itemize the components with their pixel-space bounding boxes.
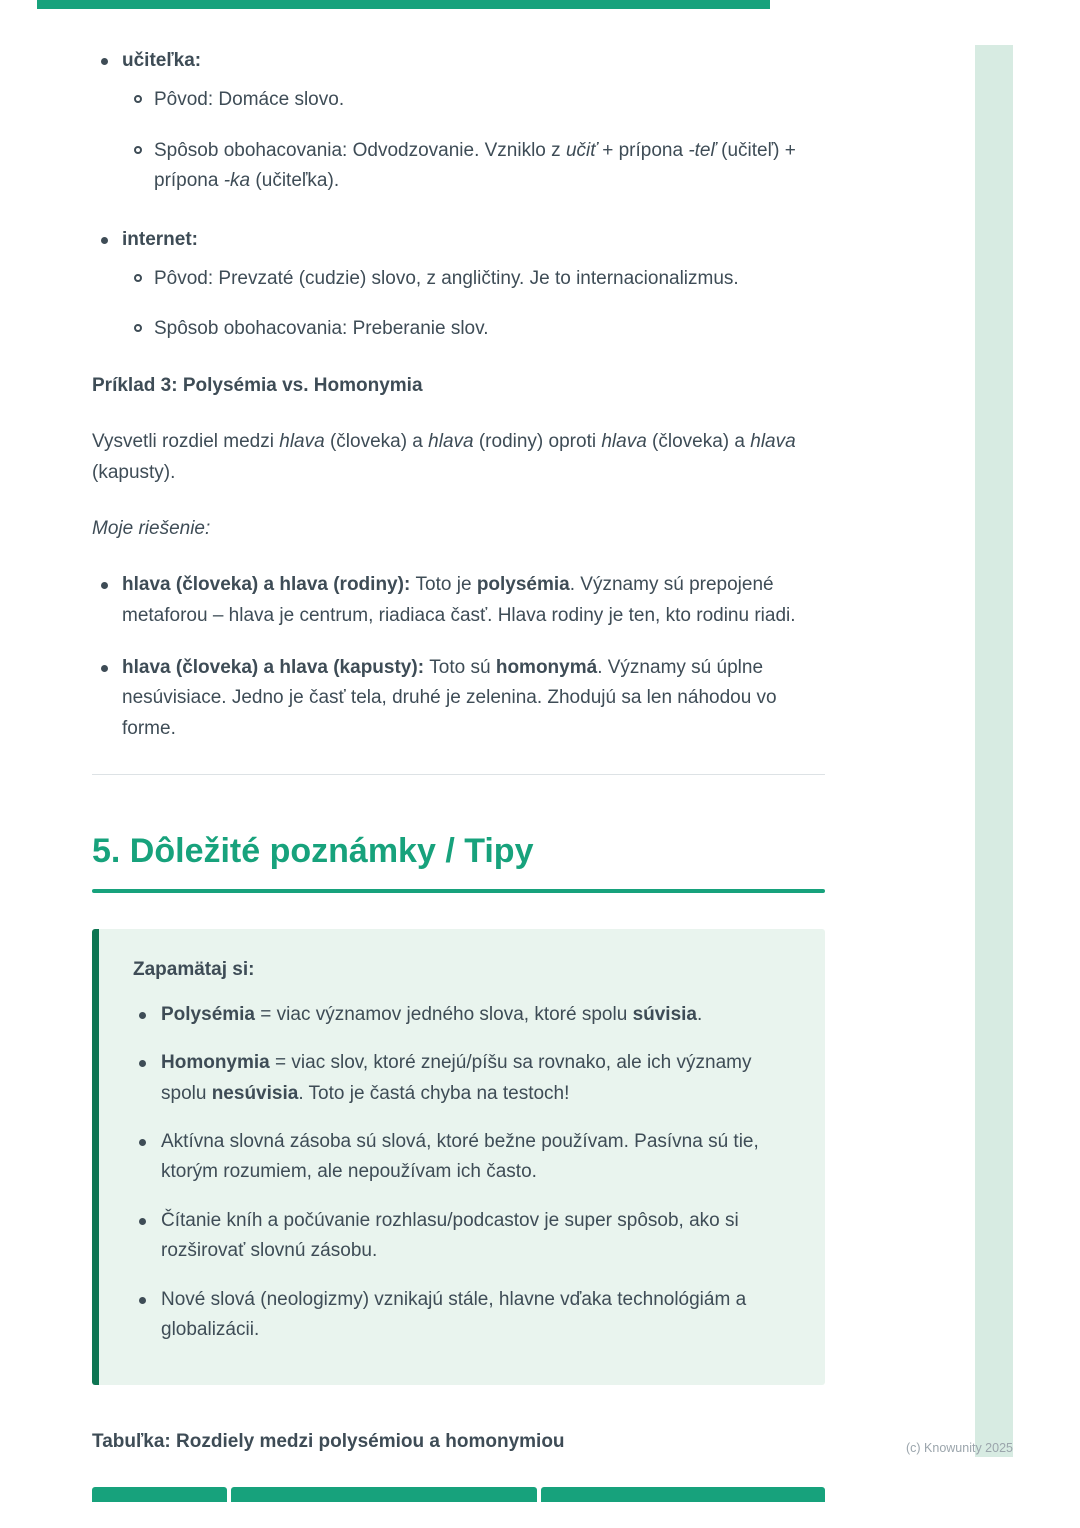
circle-bullet-icon <box>134 324 142 332</box>
callout-text: Polysémia = viac významov jedného slova, ktoré spolu súvisia. <box>161 1003 703 1025</box>
callout-title: Zapamätaj si: <box>133 959 255 981</box>
bullet-icon <box>101 237 108 244</box>
bullet-icon <box>101 58 108 65</box>
example-heading: Príklad 3: Polysémia vs. Homonymia <box>92 374 423 396</box>
term-label: učiteľka: <box>122 50 202 71</box>
callout-item <box>133 1048 785 1109</box>
list-subitem <box>92 314 825 344</box>
table-header-cell <box>92 1487 227 1502</box>
bullet-icon <box>101 665 108 672</box>
callout-item <box>133 1127 785 1188</box>
list-subitem <box>92 264 825 294</box>
circle-bullet-icon <box>134 95 142 103</box>
example-prompt: Vysvetli rozdiel medzi hlava (človeka) a hlava (rodiny) oproti hlava (človeka) a hlava (kapusty). <box>92 431 796 483</box>
callout-item <box>133 1206 785 1267</box>
term-point: Spôsob obohacovania: Odvodzovanie. Vzniklo z učiť + prípona -teľ (učiteľ) + prípona -ka (učiteľka). <box>154 139 796 192</box>
term-label: internet: <box>122 228 198 250</box>
solution-label: Moje riešenie: <box>92 517 211 539</box>
list-item <box>92 225 825 255</box>
bullet-icon <box>139 1297 146 1304</box>
tips-callout-box <box>92 929 825 1385</box>
table-header-cell <box>541 1487 825 1502</box>
bullet-icon <box>139 1139 146 1146</box>
list-subitem <box>92 85 825 115</box>
solution-item <box>92 653 825 744</box>
callout-text: Čítanie kníh a počúvanie rozhlasu/podcastov je super spôsob, ako si rozširovať slovnú zásobu. <box>161 1209 739 1262</box>
term-point: Pôvod: Prevzaté (cudzie) slovo, z angličtiny. Je to internacionalizmus. <box>154 267 739 289</box>
list-subitem <box>92 136 825 197</box>
bullet-icon <box>139 1218 146 1225</box>
list-item <box>92 46 825 76</box>
table-caption: Tabuľka: Rozdiely medzi polysémiou a homonymiou <box>92 1431 565 1453</box>
table-header-cell <box>231 1487 537 1502</box>
circle-bullet-icon <box>134 146 142 154</box>
solution-text: hlava (človeka) a hlava (rodiny): Toto je polysémia. Významy sú prepojené metaforou – hlava je centrum, riadiaca časť. Hlava rodiny je ten, kto rodinu riadi. <box>122 574 796 626</box>
top-accent-bar <box>37 0 770 9</box>
callout-text: Homonymia = viac slov, ktoré znejú/píšu sa rovnako, ale ich významy spolu nesúvisia. Toto je častá chyba na testoch! <box>161 1052 752 1104</box>
callout-text: Aktívna slovná zásoba sú slová, ktoré bežne používam. Pasívna sú tie, ktorým rozumiem, ale nepoužívam ich často. <box>161 1131 759 1183</box>
heading-underline <box>92 889 825 893</box>
right-accent-strip <box>975 45 1013 1457</box>
example-3-section <box>92 371 825 745</box>
solution-item <box>92 570 825 631</box>
solution-text: hlava (človeka) a hlava (kapusty): Toto sú homonymá. Významy sú úplne nesúvisiace. Jedno je časť tela, druhé je zelenina. Zhodujú sa len náhodou vo forme. <box>122 657 777 739</box>
table-header-row <box>92 1487 825 1502</box>
term-point: Pôvod: Domáce slovo. <box>154 89 345 111</box>
circle-bullet-icon <box>134 274 142 282</box>
copyright-watermark: (c) Knowunity 2025 <box>905 1441 1013 1455</box>
callout-item <box>133 1000 785 1030</box>
term-point: Spôsob obohacovania: Preberanie slov. <box>154 318 489 340</box>
bullet-icon <box>139 1060 146 1067</box>
callout-text: Nové slová (neologizmy) vznikajú stále, hlavne vďaka technológiám a globalizácii. <box>161 1288 747 1340</box>
callout-item <box>133 1285 785 1346</box>
bullet-icon <box>139 1012 146 1019</box>
bullet-icon <box>101 582 108 589</box>
document-content <box>92 46 825 1458</box>
word-origin-list <box>92 46 825 345</box>
section-divider <box>92 774 825 775</box>
section-5-heading: 5. Dôležité poznámky / Tipy <box>92 832 534 871</box>
